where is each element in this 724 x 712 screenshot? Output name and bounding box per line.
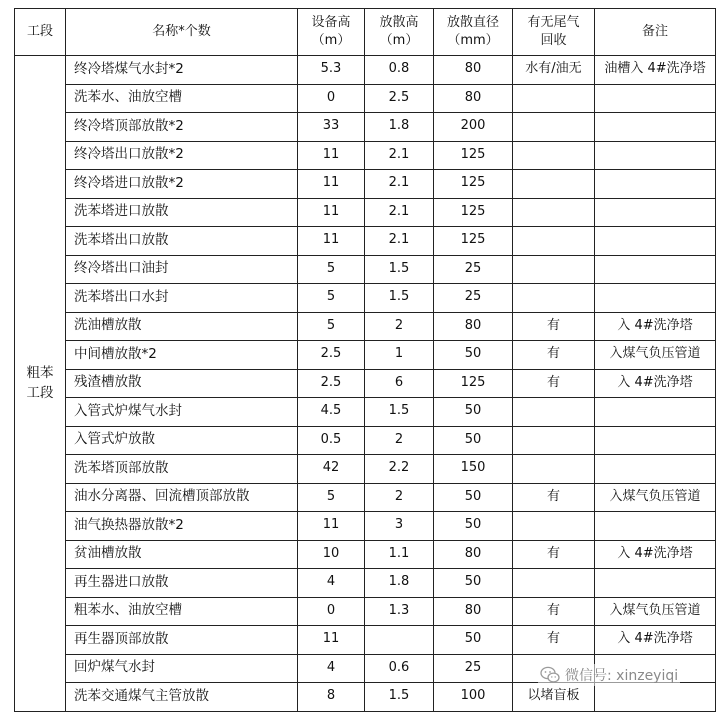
- name-cell: 贫油槽放散: [66, 540, 298, 569]
- name-cell: 中间槽放散*2: [66, 341, 298, 370]
- name-cell: 洗苯塔顶部放散: [66, 455, 298, 484]
- vent-height-cell: 1.3: [365, 597, 434, 626]
- equip-height-cell: 5: [298, 312, 365, 341]
- vent-height-cell: 3: [365, 512, 434, 541]
- equip-height-cell: 8: [298, 683, 365, 712]
- tail-gas-cell: [513, 141, 595, 170]
- vent-diameter-cell: 150: [434, 455, 513, 484]
- header-equip-height-line2: （m）: [311, 33, 351, 48]
- tail-gas-cell: 有: [513, 341, 595, 370]
- header-name: 名称*个数: [66, 9, 298, 56]
- vent-diameter-cell: 50: [434, 626, 513, 655]
- wechat-icon: [540, 666, 560, 684]
- remark-cell: 入 4#洗净塔: [595, 540, 716, 569]
- vent-height-cell: 1.5: [365, 284, 434, 313]
- vent-diameter-cell: 125: [434, 227, 513, 256]
- vent-diameter-cell: 25: [434, 284, 513, 313]
- header-tail-gas-line2: 回收: [540, 33, 567, 48]
- name-cell: 终冷塔煤气水封*2: [66, 56, 298, 85]
- table-row: [15, 141, 716, 170]
- name-cell: 入管式炉煤气水封: [66, 398, 298, 427]
- vent-height-cell: 2.5: [365, 84, 434, 113]
- stage-cell: 粗苯 工段: [15, 56, 66, 712]
- tail-gas-cell: 有: [513, 626, 595, 655]
- name-cell: 终冷塔顶部放散*2: [66, 113, 298, 142]
- remark-cell: [595, 426, 716, 455]
- name-cell: 油气换热器放散*2: [66, 512, 298, 541]
- table-row: [15, 569, 716, 598]
- equip-height-cell: 11: [298, 227, 365, 256]
- equip-height-cell: 11: [298, 512, 365, 541]
- tail-gas-cell: [513, 170, 595, 199]
- name-cell: 回炉煤气水封: [66, 654, 298, 683]
- wechat-watermark: [538, 664, 680, 686]
- name-cell: 再生器进口放散: [66, 569, 298, 598]
- equip-height-cell: 5.3: [298, 56, 365, 85]
- table-row: [15, 198, 716, 227]
- tail-gas-cell: [513, 284, 595, 313]
- remark-cell: [595, 455, 716, 484]
- tail-gas-cell: [513, 255, 595, 284]
- vent-diameter-cell: 80: [434, 540, 513, 569]
- name-cell: 再生器顶部放散: [66, 626, 298, 655]
- tail-gas-cell: 有: [513, 312, 595, 341]
- tail-gas-cell: [513, 512, 595, 541]
- vent-diameter-cell: 50: [434, 569, 513, 598]
- header-vent-diameter-line1: 放散直径: [446, 15, 499, 31]
- name-cell: 终冷塔出口放散*2: [66, 141, 298, 170]
- remark-cell: [595, 569, 716, 598]
- equip-height-cell: 33: [298, 113, 365, 142]
- remark-cell: [595, 683, 716, 712]
- table-row: [15, 170, 716, 199]
- equip-height-cell: 5: [298, 483, 365, 512]
- vent-height-cell: 1.8: [365, 113, 434, 142]
- vent-height-cell: 1.5: [365, 683, 434, 712]
- equip-height-cell: 5: [298, 255, 365, 284]
- vent-diameter-cell: 50: [434, 426, 513, 455]
- remark-cell: [595, 198, 716, 227]
- vent-height-cell: 2: [365, 426, 434, 455]
- header-tail-gas: [513, 9, 595, 56]
- header-equip-height: [298, 9, 365, 56]
- table-row: [15, 113, 716, 142]
- vent-diameter-cell: 80: [434, 56, 513, 85]
- vent-diameter-cell: 125: [434, 141, 513, 170]
- header-vent-diameter-line2: （mm）: [447, 33, 499, 48]
- remark-cell: [595, 255, 716, 284]
- vent-diameter-cell: 200: [434, 113, 513, 142]
- name-cell: 洗苯塔进口放散: [66, 198, 298, 227]
- vent-diameter-cell: 50: [434, 512, 513, 541]
- name-cell: 油水分离器、回流槽顶部放散: [66, 483, 298, 512]
- remark-cell: [595, 141, 716, 170]
- vent-parameter-table: [14, 8, 716, 712]
- vent-height-cell: 1.1: [365, 540, 434, 569]
- equip-height-cell: 4: [298, 569, 365, 598]
- equip-height-cell: 2.5: [298, 341, 365, 370]
- remark-cell: 入煤气负压管道: [595, 341, 716, 370]
- vent-diameter-cell: 25: [434, 255, 513, 284]
- vent-height-cell: 1.5: [365, 398, 434, 427]
- table-row: [15, 227, 716, 256]
- remark-cell: 入煤气负压管道: [595, 483, 716, 512]
- name-cell: 洗苯水、油放空槽: [66, 84, 298, 113]
- tail-gas-cell: [513, 398, 595, 427]
- table-row: [15, 483, 716, 512]
- name-cell: 洗苯塔出口放散: [66, 227, 298, 256]
- remark-cell: [595, 113, 716, 142]
- tail-gas-cell: 有: [513, 483, 595, 512]
- equip-height-cell: 5: [298, 284, 365, 313]
- remark-cell: 入 4#洗净塔: [595, 369, 716, 398]
- vent-diameter-cell: 50: [434, 483, 513, 512]
- remark-cell: [595, 84, 716, 113]
- header-vent-height: [365, 9, 434, 56]
- table-row: [15, 284, 716, 313]
- table-row: [15, 56, 716, 85]
- table-row: [15, 341, 716, 370]
- equip-height-cell: 11: [298, 626, 365, 655]
- header-equip-height-line1: 设备高: [311, 15, 351, 31]
- equip-height-cell: 0: [298, 597, 365, 626]
- vent-diameter-cell: 125: [434, 170, 513, 199]
- header-tail-gas-line1: 有无尾气: [527, 15, 580, 31]
- name-cell: 终冷塔出口油封: [66, 255, 298, 284]
- table-row: [15, 540, 716, 569]
- name-cell: 洗油槽放散: [66, 312, 298, 341]
- tail-gas-cell: [513, 84, 595, 113]
- equip-height-cell: 11: [298, 170, 365, 199]
- name-cell: 粗苯水、油放空槽: [66, 597, 298, 626]
- equip-height-cell: 4: [298, 654, 365, 683]
- vent-height-cell: 2.1: [365, 141, 434, 170]
- equip-height-cell: 0.5: [298, 426, 365, 455]
- name-cell: 洗苯塔出口水封: [66, 284, 298, 313]
- vent-height-cell: 2.1: [365, 198, 434, 227]
- remark-cell: [595, 227, 716, 256]
- vent-height-cell: 2.1: [365, 170, 434, 199]
- vent-height-cell: 0.8: [365, 56, 434, 85]
- table-row: [15, 512, 716, 541]
- vent-diameter-cell: 80: [434, 84, 513, 113]
- name-cell: 终冷塔进口放散*2: [66, 170, 298, 199]
- table-row: [15, 255, 716, 284]
- table-row: [15, 312, 716, 341]
- remark-cell: [595, 398, 716, 427]
- tail-gas-cell: [513, 227, 595, 256]
- table-row: [15, 369, 716, 398]
- name-cell: 洗苯交通煤气主管放散: [66, 683, 298, 712]
- table-row: [15, 426, 716, 455]
- vent-diameter-cell: 100: [434, 683, 513, 712]
- remark-cell: 入煤气负压管道: [595, 597, 716, 626]
- header-vent-diameter: [434, 9, 513, 56]
- vent-height-cell: 2: [365, 312, 434, 341]
- table-row: [15, 626, 716, 655]
- tail-gas-cell: [513, 113, 595, 142]
- vent-height-cell: 1.8: [365, 569, 434, 598]
- watermark-text: 微信号: xinzeyiqi: [565, 668, 679, 684]
- header-vent-height-line2: （m）: [379, 33, 419, 48]
- name-cell: 入管式炉放散: [66, 426, 298, 455]
- vent-diameter-cell: 80: [434, 597, 513, 626]
- vent-height-cell: 0.6: [365, 654, 434, 683]
- table-body: [15, 56, 716, 712]
- tail-gas-cell: 有: [513, 540, 595, 569]
- header-stage: 工段: [15, 9, 66, 56]
- remark-cell: 油槽入 4#洗净塔: [595, 56, 716, 85]
- equip-height-cell: 4.5: [298, 398, 365, 427]
- equip-height-cell: 2.5: [298, 369, 365, 398]
- remark-cell: [595, 170, 716, 199]
- equip-height-cell: 0: [298, 84, 365, 113]
- table-row: [15, 683, 716, 712]
- vent-diameter-cell: 50: [434, 398, 513, 427]
- equip-height-cell: 42: [298, 455, 365, 484]
- header-remark: 备注: [595, 9, 716, 56]
- vent-diameter-cell: 50: [434, 341, 513, 370]
- tail-gas-cell: [513, 198, 595, 227]
- vent-diameter-cell: 80: [434, 312, 513, 341]
- equip-height-cell: 10: [298, 540, 365, 569]
- name-cell: 残渣槽放散: [66, 369, 298, 398]
- tail-gas-cell: [513, 426, 595, 455]
- remark-cell: 入 4#洗净塔: [595, 312, 716, 341]
- tail-gas-cell: [513, 569, 595, 598]
- remark-cell: 入 4#洗净塔: [595, 626, 716, 655]
- vent-height-cell: 2: [365, 483, 434, 512]
- vent-height-cell: 2.2: [365, 455, 434, 484]
- table-row: [15, 455, 716, 484]
- remark-cell: [595, 512, 716, 541]
- header-vent-height-line1: 放散高: [379, 15, 419, 31]
- vent-height-cell: [365, 626, 434, 655]
- tail-gas-cell: 有: [513, 597, 595, 626]
- tail-gas-cell: 有: [513, 369, 595, 398]
- vent-diameter-cell: 125: [434, 198, 513, 227]
- vent-diameter-cell: 25: [434, 654, 513, 683]
- vent-height-cell: 6: [365, 369, 434, 398]
- table-row: [15, 84, 716, 113]
- vent-diameter-cell: 125: [434, 369, 513, 398]
- tail-gas-cell: [513, 455, 595, 484]
- vent-height-cell: 2.1: [365, 227, 434, 256]
- table-row: [15, 398, 716, 427]
- vent-height-cell: 1: [365, 341, 434, 370]
- equip-height-cell: 11: [298, 198, 365, 227]
- tail-gas-cell: 以堵盲板: [513, 683, 595, 712]
- tail-gas-cell: 水有/油无: [513, 56, 595, 85]
- table-header-row: [15, 9, 716, 56]
- table-row: [15, 597, 716, 626]
- remark-cell: [595, 284, 716, 313]
- vent-height-cell: 1.5: [365, 255, 434, 284]
- equip-height-cell: 11: [298, 141, 365, 170]
